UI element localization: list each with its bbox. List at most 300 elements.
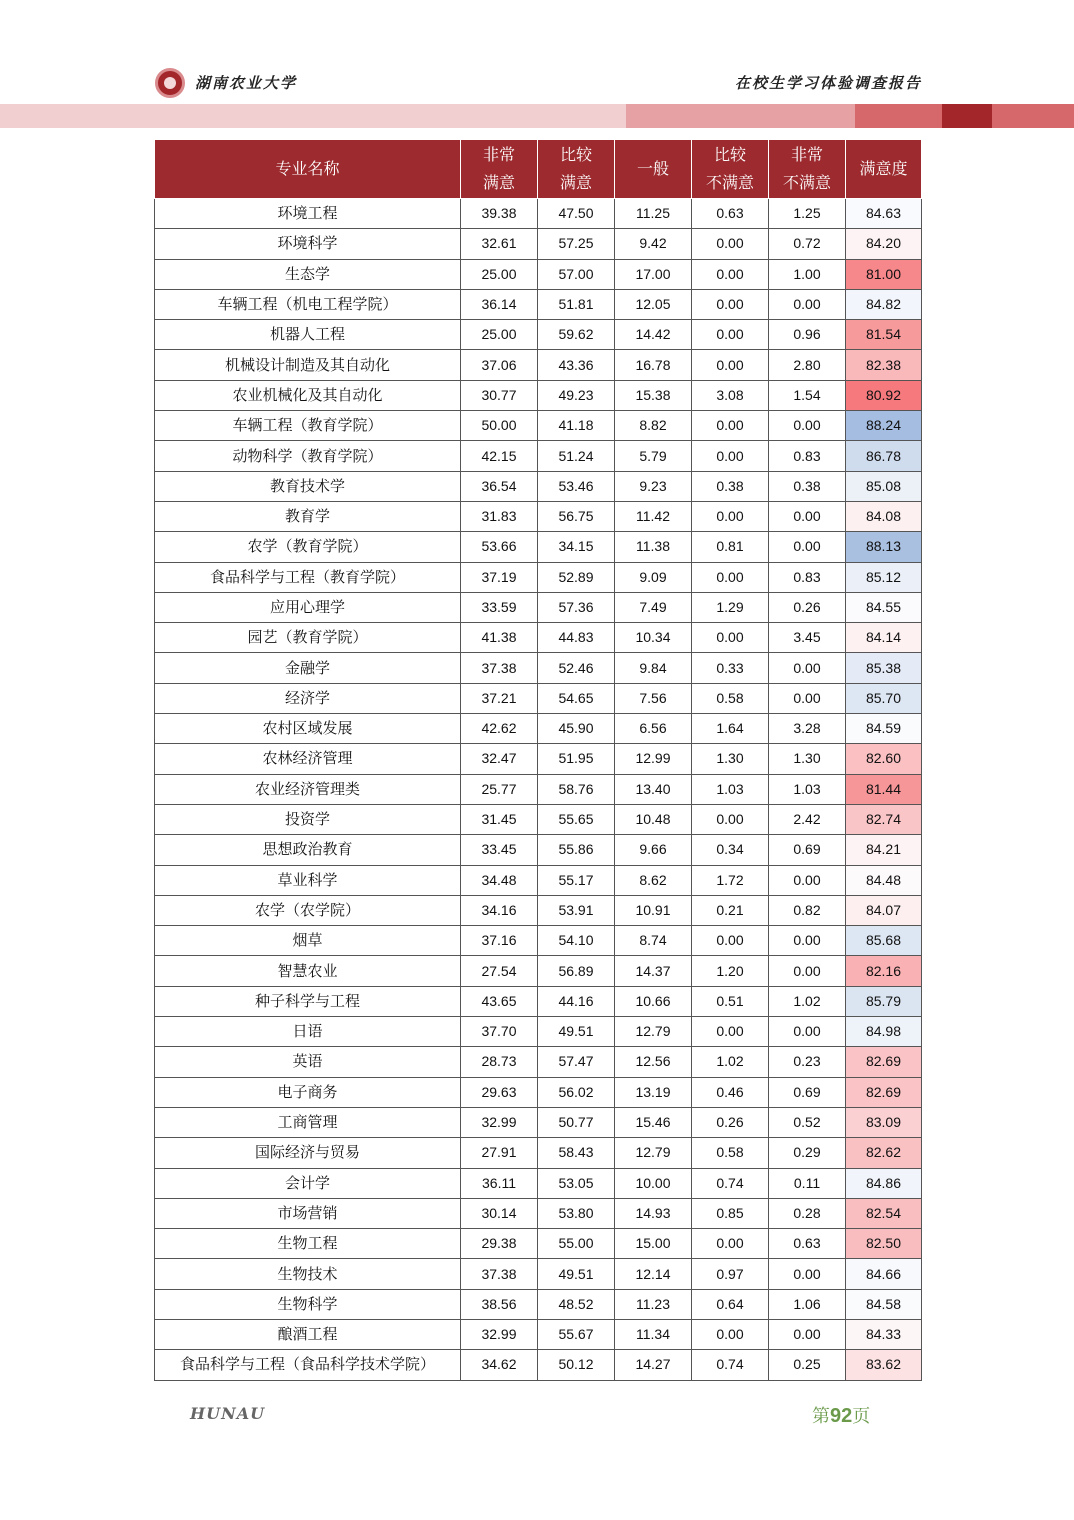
- major-name-cell: 生物工程: [155, 1229, 461, 1259]
- value-cell: 53.91: [538, 895, 615, 925]
- major-name-cell: 日语: [155, 1017, 461, 1047]
- satisfaction-cell: 84.98: [846, 1017, 922, 1047]
- table-row: [155, 1138, 922, 1168]
- column-header: [538, 140, 615, 199]
- table-row: [155, 683, 922, 713]
- value-cell: 56.02: [538, 1077, 615, 1107]
- value-cell: 0.72: [769, 229, 846, 259]
- table-row: [155, 1289, 922, 1319]
- value-cell: 6.56: [615, 714, 692, 744]
- column-header: [155, 140, 461, 199]
- value-cell: 1.06: [769, 1289, 846, 1319]
- value-cell: 1.00: [769, 259, 846, 289]
- value-cell: 9.84: [615, 653, 692, 683]
- value-cell: 1.29: [692, 592, 769, 622]
- table-body: [155, 199, 922, 1381]
- value-cell: 0.63: [692, 199, 769, 229]
- value-cell: 44.83: [538, 623, 615, 653]
- satisfaction-cell: 82.62: [846, 1138, 922, 1168]
- value-cell: 0.00: [769, 926, 846, 956]
- satisfaction-cell: 83.09: [846, 1107, 922, 1137]
- satisfaction-cell: 84.66: [846, 1259, 922, 1289]
- value-cell: 0.00: [692, 804, 769, 834]
- value-cell: 55.67: [538, 1319, 615, 1349]
- value-cell: 55.86: [538, 835, 615, 865]
- value-cell: 1.25: [769, 199, 846, 229]
- major-name-cell: 金融学: [155, 653, 461, 683]
- major-name-cell: 车辆工程（教育学院）: [155, 411, 461, 441]
- value-cell: 0.00: [692, 259, 769, 289]
- satisfaction-cell: 81.44: [846, 774, 922, 804]
- column-header-line: 非常: [482, 145, 515, 164]
- report-title: 在校生学习体验调查报告: [734, 74, 922, 92]
- value-cell: 54.10: [538, 926, 615, 956]
- value-cell: 29.63: [461, 1077, 538, 1107]
- value-cell: 50.77: [538, 1107, 615, 1137]
- major-name-cell: 机械设计制造及其自动化: [155, 350, 461, 380]
- satisfaction-cell: 82.50: [846, 1229, 922, 1259]
- value-cell: 36.14: [461, 289, 538, 319]
- value-cell: 43.36: [538, 350, 615, 380]
- value-cell: 56.75: [538, 501, 615, 531]
- value-cell: 3.28: [769, 714, 846, 744]
- table-row: [155, 562, 922, 592]
- major-name-cell: 教育学: [155, 501, 461, 531]
- major-name-cell: 草业科学: [155, 865, 461, 895]
- table-row: [155, 653, 922, 683]
- satisfaction-cell: 82.60: [846, 744, 922, 774]
- value-cell: 5.79: [615, 441, 692, 471]
- value-cell: 58.43: [538, 1138, 615, 1168]
- value-cell: 12.14: [615, 1259, 692, 1289]
- major-name-cell: 市场营销: [155, 1198, 461, 1228]
- value-cell: 14.37: [615, 956, 692, 986]
- value-cell: 47.50: [538, 199, 615, 229]
- table-row: [155, 441, 922, 471]
- major-name-cell: 国际经济与贸易: [155, 1138, 461, 1168]
- page-number-value: 92: [830, 1405, 853, 1427]
- value-cell: 12.99: [615, 744, 692, 774]
- value-cell: 0.74: [692, 1168, 769, 1198]
- value-cell: 34.16: [461, 895, 538, 925]
- value-cell: 52.46: [538, 653, 615, 683]
- major-name-cell: 农林经济管理: [155, 744, 461, 774]
- value-cell: 12.79: [615, 1138, 692, 1168]
- value-cell: 36.54: [461, 471, 538, 501]
- value-cell: 27.54: [461, 956, 538, 986]
- table-row: [155, 956, 922, 986]
- table-row: [155, 835, 922, 865]
- table-row: [155, 350, 922, 380]
- value-cell: 0.58: [692, 1138, 769, 1168]
- satisfaction-cell: 85.68: [846, 926, 922, 956]
- value-cell: 0.34: [692, 835, 769, 865]
- value-cell: 55.00: [538, 1229, 615, 1259]
- major-name-cell: 车辆工程（机电工程学院）: [155, 289, 461, 319]
- table-row: [155, 865, 922, 895]
- major-name-cell: 园艺（教育学院）: [155, 623, 461, 653]
- satisfaction-cell: 84.20: [846, 229, 922, 259]
- value-cell: 37.06: [461, 350, 538, 380]
- value-cell: 0.00: [769, 683, 846, 713]
- value-cell: 56.89: [538, 956, 615, 986]
- value-cell: 0.23: [769, 1047, 846, 1077]
- satisfaction-cell: 84.33: [846, 1319, 922, 1349]
- satisfaction-cell: 85.70: [846, 683, 922, 713]
- value-cell: 13.40: [615, 774, 692, 804]
- value-cell: 1.20: [692, 956, 769, 986]
- major-name-cell: 农业机械化及其自动化: [155, 380, 461, 410]
- value-cell: 25.77: [461, 774, 538, 804]
- satisfaction-cell: 82.38: [846, 350, 922, 380]
- value-cell: 0.00: [769, 1319, 846, 1349]
- value-cell: 14.42: [615, 320, 692, 350]
- value-cell: 0.00: [769, 1017, 846, 1047]
- value-cell: 52.89: [538, 562, 615, 592]
- value-cell: 9.23: [615, 471, 692, 501]
- value-cell: 0.83: [769, 562, 846, 592]
- value-cell: 1.02: [692, 1047, 769, 1077]
- column-header-line: 满意: [482, 173, 515, 192]
- value-cell: 0.26: [769, 592, 846, 622]
- value-cell: 32.99: [461, 1107, 538, 1137]
- value-cell: 57.25: [538, 229, 615, 259]
- value-cell: 0.00: [769, 1259, 846, 1289]
- column-header: [769, 140, 846, 199]
- major-name-cell: 思想政治教育: [155, 835, 461, 865]
- value-cell: 0.82: [769, 895, 846, 925]
- table-row: [155, 1198, 922, 1228]
- value-cell: 0.00: [769, 956, 846, 986]
- table-row: [155, 592, 922, 622]
- value-cell: 0.00: [769, 411, 846, 441]
- satisfaction-cell: 84.21: [846, 835, 922, 865]
- value-cell: 49.23: [538, 380, 615, 410]
- value-cell: 0.74: [692, 1350, 769, 1380]
- value-cell: 9.42: [615, 229, 692, 259]
- value-cell: 43.65: [461, 986, 538, 1016]
- value-cell: 0.00: [692, 229, 769, 259]
- value-cell: 0.00: [769, 501, 846, 531]
- column-header-line: 一般: [636, 159, 669, 178]
- value-cell: 49.51: [538, 1259, 615, 1289]
- value-cell: 39.38: [461, 199, 538, 229]
- value-cell: 3.08: [692, 380, 769, 410]
- value-cell: 32.47: [461, 744, 538, 774]
- page-suffix: 页: [852, 1406, 871, 1427]
- satisfaction-cell: 88.13: [846, 532, 922, 562]
- satisfaction-cell: 85.38: [846, 653, 922, 683]
- value-cell: 53.66: [461, 532, 538, 562]
- major-name-cell: 应用心理学: [155, 592, 461, 622]
- value-cell: 37.21: [461, 683, 538, 713]
- value-cell: 0.52: [769, 1107, 846, 1137]
- satisfaction-cell: 82.69: [846, 1077, 922, 1107]
- value-cell: 10.66: [615, 986, 692, 1016]
- satisfaction-cell: 81.00: [846, 259, 922, 289]
- value-cell: 0.33: [692, 653, 769, 683]
- value-cell: 0.25: [769, 1350, 846, 1380]
- value-cell: 11.25: [615, 199, 692, 229]
- column-header-line: 比较: [713, 145, 746, 164]
- value-cell: 31.45: [461, 804, 538, 834]
- major-name-cell: 环境科学: [155, 229, 461, 259]
- value-cell: 53.46: [538, 471, 615, 501]
- satisfaction-cell: 81.54: [846, 320, 922, 350]
- value-cell: 37.19: [461, 562, 538, 592]
- value-cell: 57.47: [538, 1047, 615, 1077]
- value-cell: 57.00: [538, 259, 615, 289]
- column-header-line: 不满意: [782, 173, 831, 192]
- table-row: [155, 1168, 922, 1198]
- satisfaction-cell: 85.79: [846, 986, 922, 1016]
- value-cell: 0.00: [692, 1319, 769, 1349]
- table-row: [155, 774, 922, 804]
- value-cell: 25.00: [461, 259, 538, 289]
- value-cell: 34.48: [461, 865, 538, 895]
- satisfaction-cell: 82.16: [846, 956, 922, 986]
- value-cell: 0.00: [692, 411, 769, 441]
- table-row: [155, 623, 922, 653]
- value-cell: 12.56: [615, 1047, 692, 1077]
- satisfaction-cell: 84.48: [846, 865, 922, 895]
- value-cell: 44.16: [538, 986, 615, 1016]
- value-cell: 1.30: [769, 744, 846, 774]
- satisfaction-cell: 84.07: [846, 895, 922, 925]
- major-name-cell: 农学（农学院）: [155, 895, 461, 925]
- table-row: [155, 199, 922, 229]
- table-row: [155, 804, 922, 834]
- value-cell: 0.28: [769, 1198, 846, 1228]
- value-cell: 41.18: [538, 411, 615, 441]
- satisfaction-cell: 83.62: [846, 1350, 922, 1380]
- value-cell: 51.81: [538, 289, 615, 319]
- satisfaction-cell: 82.69: [846, 1047, 922, 1077]
- value-cell: 28.73: [461, 1047, 538, 1077]
- value-cell: 0.97: [692, 1259, 769, 1289]
- table-row: [155, 289, 922, 319]
- value-cell: 1.03: [692, 774, 769, 804]
- satisfaction-cell: 86.78: [846, 441, 922, 471]
- column-header: [846, 140, 922, 199]
- value-cell: 0.46: [692, 1077, 769, 1107]
- column-header: [692, 140, 769, 199]
- value-cell: 2.42: [769, 804, 846, 834]
- value-cell: 0.96: [769, 320, 846, 350]
- satisfaction-cell: 84.82: [846, 289, 922, 319]
- value-cell: 14.27: [615, 1350, 692, 1380]
- value-cell: 17.00: [615, 259, 692, 289]
- value-cell: 55.17: [538, 865, 615, 895]
- value-cell: 0.38: [769, 471, 846, 501]
- table-row: [155, 1017, 922, 1047]
- value-cell: 33.59: [461, 592, 538, 622]
- value-cell: 16.78: [615, 350, 692, 380]
- page-prefix: 第: [812, 1406, 830, 1427]
- value-cell: 32.61: [461, 229, 538, 259]
- column-header-line: 比较: [559, 145, 592, 164]
- value-cell: 0.00: [692, 289, 769, 319]
- value-cell: 10.91: [615, 895, 692, 925]
- value-cell: 1.02: [769, 986, 846, 1016]
- value-cell: 0.38: [692, 471, 769, 501]
- value-cell: 53.05: [538, 1168, 615, 1198]
- table-row: [155, 1107, 922, 1137]
- major-name-cell: 智慧农业: [155, 956, 461, 986]
- value-cell: 10.34: [615, 623, 692, 653]
- value-cell: 54.65: [538, 683, 615, 713]
- value-cell: 1.03: [769, 774, 846, 804]
- major-name-cell: 投资学: [155, 804, 461, 834]
- table-row: [155, 1350, 922, 1380]
- value-cell: 0.69: [769, 835, 846, 865]
- value-cell: 58.76: [538, 774, 615, 804]
- value-cell: 45.90: [538, 714, 615, 744]
- value-cell: 37.38: [461, 1259, 538, 1289]
- column-header: [615, 140, 692, 199]
- value-cell: 30.77: [461, 380, 538, 410]
- value-cell: 37.16: [461, 926, 538, 956]
- header-band: [992, 104, 1074, 128]
- major-name-cell: 电子商务: [155, 1077, 461, 1107]
- satisfaction-cell: 84.08: [846, 501, 922, 531]
- page-header: [0, 62, 1074, 102]
- value-cell: 9.09: [615, 562, 692, 592]
- value-cell: 12.05: [615, 289, 692, 319]
- table-row: [155, 1229, 922, 1259]
- value-cell: 50.00: [461, 411, 538, 441]
- satisfaction-cell: 84.86: [846, 1168, 922, 1198]
- table-row: [155, 501, 922, 531]
- table-row: [155, 380, 922, 410]
- value-cell: 42.15: [461, 441, 538, 471]
- satisfaction-cell: 84.58: [846, 1289, 922, 1319]
- value-cell: 42.62: [461, 714, 538, 744]
- value-cell: 8.62: [615, 865, 692, 895]
- value-cell: 15.00: [615, 1229, 692, 1259]
- table-row: [155, 229, 922, 259]
- value-cell: 25.00: [461, 320, 538, 350]
- value-cell: 1.64: [692, 714, 769, 744]
- major-name-cell: 环境工程: [155, 199, 461, 229]
- major-name-cell: 种子科学与工程: [155, 986, 461, 1016]
- footer-brand: HUNAU: [190, 1404, 266, 1423]
- table-row: [155, 926, 922, 956]
- value-cell: 0.58: [692, 683, 769, 713]
- major-name-cell: 农村区域发展: [155, 714, 461, 744]
- table-row: [155, 714, 922, 744]
- value-cell: 33.45: [461, 835, 538, 865]
- major-name-cell: 会计学: [155, 1168, 461, 1198]
- satisfaction-cell: 82.74: [846, 804, 922, 834]
- value-cell: 1.30: [692, 744, 769, 774]
- major-name-cell: 动物科学（教育学院）: [155, 441, 461, 471]
- value-cell: 34.15: [538, 532, 615, 562]
- value-cell: 0.00: [692, 1017, 769, 1047]
- value-cell: 51.95: [538, 744, 615, 774]
- satisfaction-cell: 84.59: [846, 714, 922, 744]
- major-name-cell: 农学（教育学院）: [155, 532, 461, 562]
- value-cell: 0.29: [769, 1138, 846, 1168]
- value-cell: 8.74: [615, 926, 692, 956]
- satisfaction-cell: 84.14: [846, 623, 922, 653]
- satisfaction-cell: 84.63: [846, 199, 922, 229]
- value-cell: 38.56: [461, 1289, 538, 1319]
- header-band: [942, 104, 992, 128]
- value-cell: 0.69: [769, 1077, 846, 1107]
- page-number: [812, 1402, 870, 1428]
- major-name-cell: 酿酒工程: [155, 1319, 461, 1349]
- column-header-line: 满意: [559, 173, 592, 192]
- value-cell: 53.80: [538, 1198, 615, 1228]
- major-name-cell: 生物技术: [155, 1259, 461, 1289]
- value-cell: 55.65: [538, 804, 615, 834]
- column-header-line: 专业名称: [275, 159, 340, 178]
- school-name: 湖南农业大学: [195, 74, 298, 92]
- header-band: [0, 104, 626, 128]
- value-cell: 27.91: [461, 1138, 538, 1168]
- value-cell: 0.63: [769, 1229, 846, 1259]
- value-cell: 50.12: [538, 1350, 615, 1380]
- satisfaction-cell: 85.12: [846, 562, 922, 592]
- value-cell: 0.64: [692, 1289, 769, 1319]
- table-row: [155, 1077, 922, 1107]
- table-row: [155, 259, 922, 289]
- value-cell: 32.99: [461, 1319, 538, 1349]
- value-cell: 41.38: [461, 623, 538, 653]
- value-cell: 30.14: [461, 1198, 538, 1228]
- major-name-cell: 英语: [155, 1047, 461, 1077]
- value-cell: 0.26: [692, 1107, 769, 1137]
- value-cell: 14.93: [615, 1198, 692, 1228]
- value-cell: 0.21: [692, 895, 769, 925]
- value-cell: 7.49: [615, 592, 692, 622]
- value-cell: 57.36: [538, 592, 615, 622]
- major-name-cell: 生物科学: [155, 1289, 461, 1319]
- value-cell: 11.38: [615, 532, 692, 562]
- value-cell: 15.38: [615, 380, 692, 410]
- table-row: [155, 1319, 922, 1349]
- value-cell: 34.62: [461, 1350, 538, 1380]
- value-cell: 0.00: [769, 532, 846, 562]
- university-seal-icon: [155, 68, 185, 98]
- satisfaction-table: [154, 139, 922, 1381]
- satisfaction-cell: 84.55: [846, 592, 922, 622]
- major-name-cell: 教育技术学: [155, 471, 461, 501]
- major-name-cell: 工商管理: [155, 1107, 461, 1137]
- value-cell: 0.00: [692, 926, 769, 956]
- value-cell: 51.24: [538, 441, 615, 471]
- value-cell: 37.38: [461, 653, 538, 683]
- table-row: [155, 411, 922, 441]
- value-cell: 0.00: [692, 441, 769, 471]
- value-cell: 0.11: [769, 1168, 846, 1198]
- value-cell: 36.11: [461, 1168, 538, 1198]
- header-band: [855, 104, 942, 128]
- value-cell: 0.85: [692, 1198, 769, 1228]
- value-cell: 13.19: [615, 1077, 692, 1107]
- value-cell: 0.83: [769, 441, 846, 471]
- value-cell: 0.00: [692, 501, 769, 531]
- column-header-line: 非常: [790, 145, 823, 164]
- table-row: [155, 895, 922, 925]
- value-cell: 59.62: [538, 320, 615, 350]
- major-name-cell: 食品科学与工程（食品科学技术学院）: [155, 1350, 461, 1380]
- value-cell: 10.00: [615, 1168, 692, 1198]
- value-cell: 0.51: [692, 986, 769, 1016]
- value-cell: 7.56: [615, 683, 692, 713]
- value-cell: 2.80: [769, 350, 846, 380]
